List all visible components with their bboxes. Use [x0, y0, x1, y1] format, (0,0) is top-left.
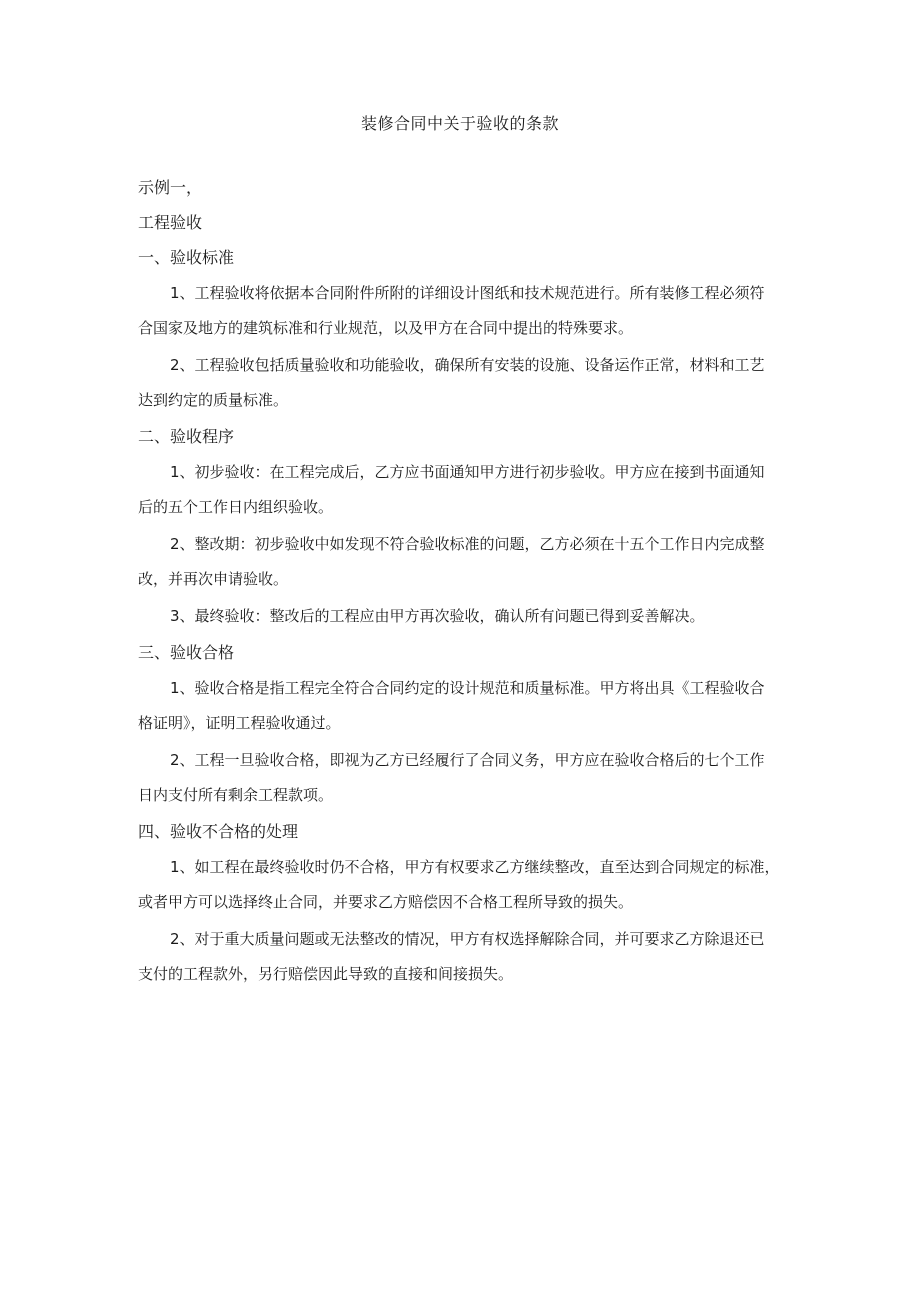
document-body — [138, 176, 786, 999]
clause-paragraph — [138, 855, 786, 914]
paragraph-line: 1、验收合格是指工程完全符合合同约定的设计规范和质量标准。甲方将出具《工程验收合 — [170, 679, 765, 697]
section-title: 工程验收 — [138, 213, 203, 232]
paragraph-line: 1、工程验收将依据本合同附件所附的详细设计图纸和技术规范进行。所有装修工程必须符 — [170, 284, 765, 302]
clause-paragraph — [138, 281, 786, 340]
paragraph-line: 合国家及地方的建筑标准和行业规范，以及甲方在合同中提出的特殊要求。 — [138, 319, 634, 337]
paragraph-line: 1、初步验收：在工程完成后，乙方应书面通知甲方进行初步验收。甲方应在接到书面通知 — [170, 463, 765, 481]
section-heading: 三、验收合格 — [138, 643, 235, 662]
clause-paragraph — [138, 927, 786, 986]
paragraph-line: 或者甲方可以选择终止合同，并要求乙方赔偿因不合格工程所导致的损失。 — [138, 893, 634, 911]
section-procedure — [138, 425, 786, 628]
section-acceptance — [138, 641, 786, 807]
section-heading: 二、验收程序 — [138, 427, 235, 446]
paragraph-line: 1、如工程在最终验收时仍不合格，甲方有权要求乙方继续整改，直至达到合同规定的标准， — [170, 858, 780, 876]
paragraph-line: 改，并再次申请验收。 — [138, 570, 289, 588]
clause-paragraph — [138, 353, 786, 412]
clause-paragraph — [138, 532, 786, 591]
paragraph-line: 2、工程验收包括质量验收和功能验收，确保所有安装的设施、设备运作正常，材料和工艺 — [170, 356, 765, 374]
document-title: 装修合同中关于验收的条款 — [360, 114, 559, 133]
section-standards — [138, 246, 786, 412]
section-failure-handling — [138, 820, 786, 986]
paragraph-line: 支付的工程款外，另行赔偿因此导致的直接和间接损失。 — [138, 965, 514, 983]
paragraph-line: 2、对于重大质量问题或无法整改的情况，甲方有权选择解除合同，并可要求乙方除退还已 — [170, 930, 765, 948]
paragraph-line: 日内支付所有剩余工程款项。 — [138, 786, 334, 804]
paragraph-line: 3、最终验收：整改后的工程应由甲方再次验收，确认所有问题已得到妥善解决。 — [170, 607, 705, 625]
paragraph-line: 后的五个工作日内组织验收。 — [138, 498, 334, 516]
section-heading: 四、验收不合格的处理 — [138, 822, 299, 841]
clause-paragraph — [138, 676, 786, 735]
clause-paragraph — [138, 748, 786, 807]
paragraph-line: 2、整改期：初步验收中如发现不符合验收标准的问题，乙方必须在十五个工作日内完成整 — [170, 535, 765, 553]
section-heading: 一、验收标准 — [138, 248, 235, 267]
paragraph-line: 达到约定的质量标准。 — [138, 391, 289, 409]
example-label: 示例一， — [138, 178, 203, 197]
paragraph-line: 格证明》，证明工程验收通过。 — [138, 714, 341, 732]
clause-paragraph — [138, 604, 786, 628]
paragraph-line: 2、工程一旦验收合格，即视为乙方已经履行了合同义务，甲方应在验收合格后的七个工作 — [170, 751, 765, 769]
clause-paragraph — [138, 460, 786, 519]
